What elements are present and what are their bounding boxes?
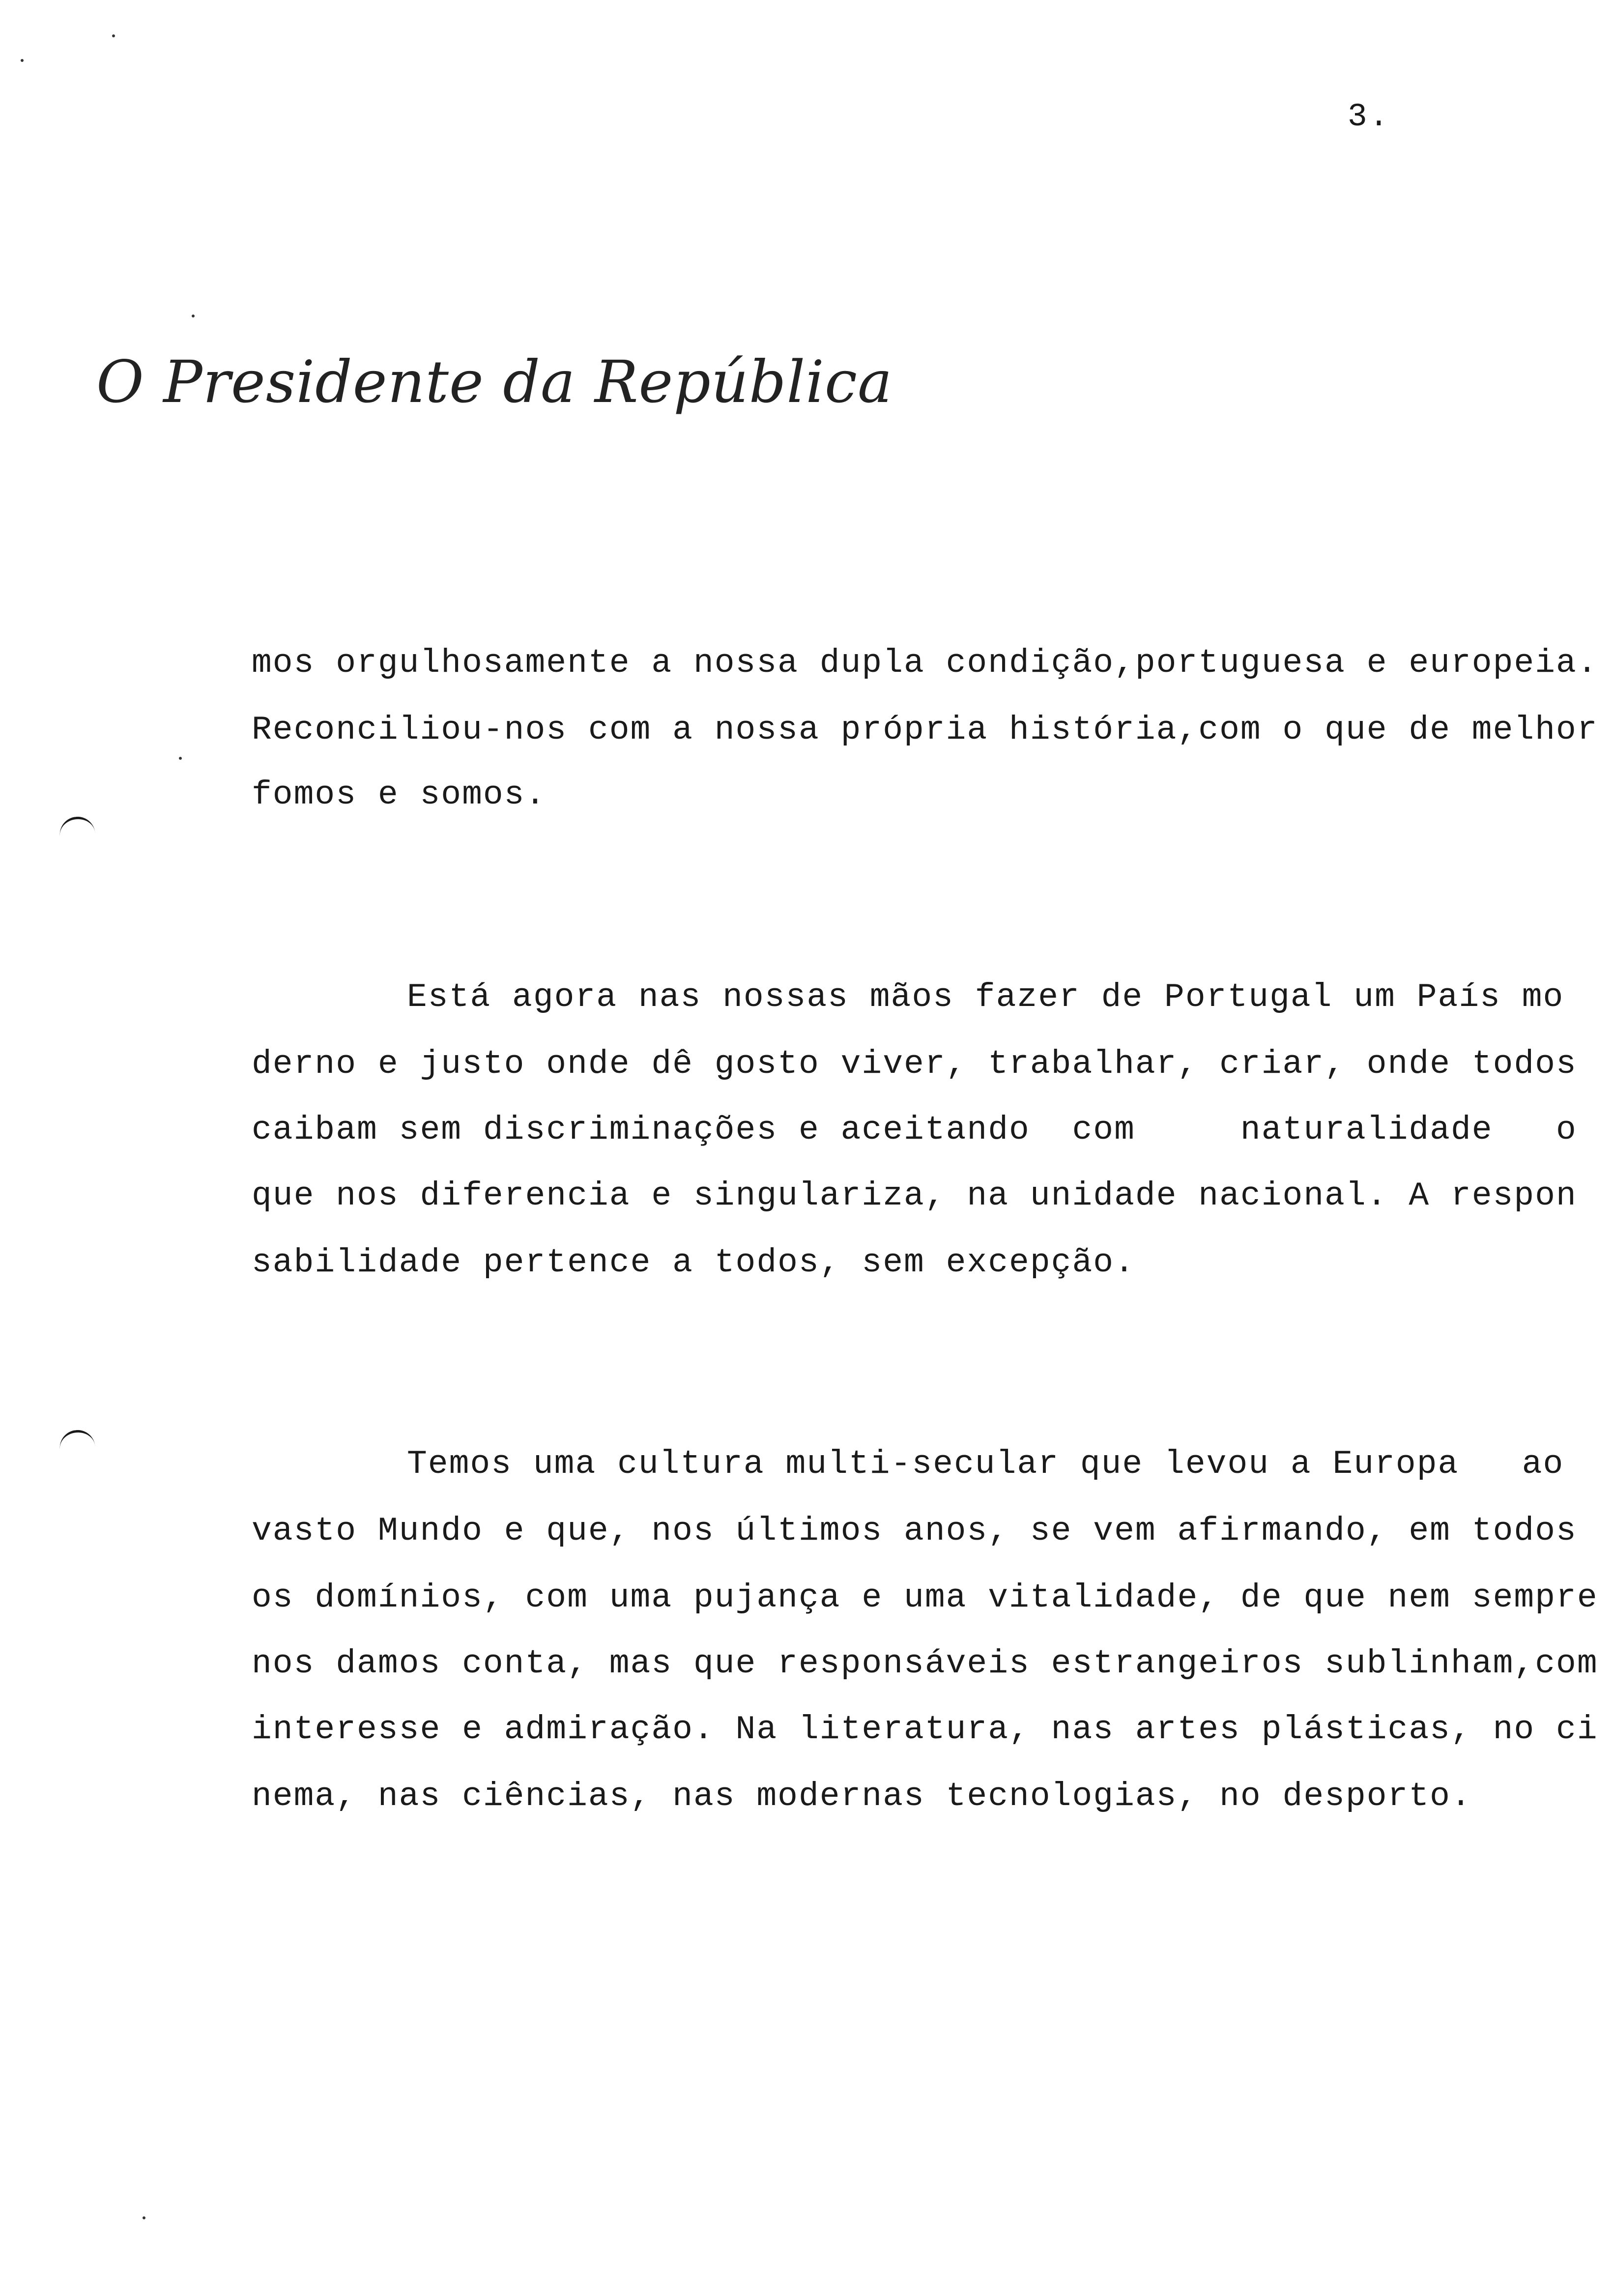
text-line: mos orgulhosamente a nossa dupla condição,portuguesa e europeia.: [252, 644, 1598, 682]
letterhead: O Presidente da República: [96, 348, 893, 416]
text-line: interesse e admiração. Na literatura, nas artes plásticas, no ci: [252, 1711, 1598, 1749]
scan-speck: [112, 34, 115, 37]
text-line: vasto Mundo e que, nos últimos anos, se vem afirmando, em todos: [252, 1512, 1577, 1550]
text-line: caibam sem discriminações e aceitando com naturalidade o: [252, 1111, 1577, 1149]
scan-speck: [192, 315, 195, 317]
page-number: 3.: [1348, 98, 1391, 135]
text-line: os domínios, com uma pujança e uma vitalidade, de que nem sempre: [252, 1579, 1598, 1617]
text-line: nema, nas ciências, nas modernas tecnologias, no desporto.: [252, 1778, 1472, 1815]
text-line: Temos uma cultura multi-secular que levou a Europa ao: [407, 1445, 1564, 1483]
text-line: Está agora nas nossas mãos fazer de Portugal um País mo: [407, 978, 1564, 1016]
scan-speck: [143, 2216, 145, 2219]
text-line: sabilidade pertence a todos, sem excepção.: [252, 1244, 1135, 1282]
scan-speck: [179, 757, 182, 760]
text-line: derno e justo onde dê gosto viver, trabalhar, criar, onde todos: [252, 1045, 1577, 1083]
text-line: Reconciliou-nos com a nossa própria história,com o que de melhor: [252, 711, 1598, 749]
text-line: que nos diferencia e singulariza, na unidade nacional. A respon: [252, 1177, 1577, 1215]
text-line: nos damos conta, mas que responsáveis estrangeiros sublinham,com: [252, 1645, 1598, 1683]
text-line: fomos e somos.: [252, 776, 547, 814]
scan-speck: [21, 59, 24, 62]
